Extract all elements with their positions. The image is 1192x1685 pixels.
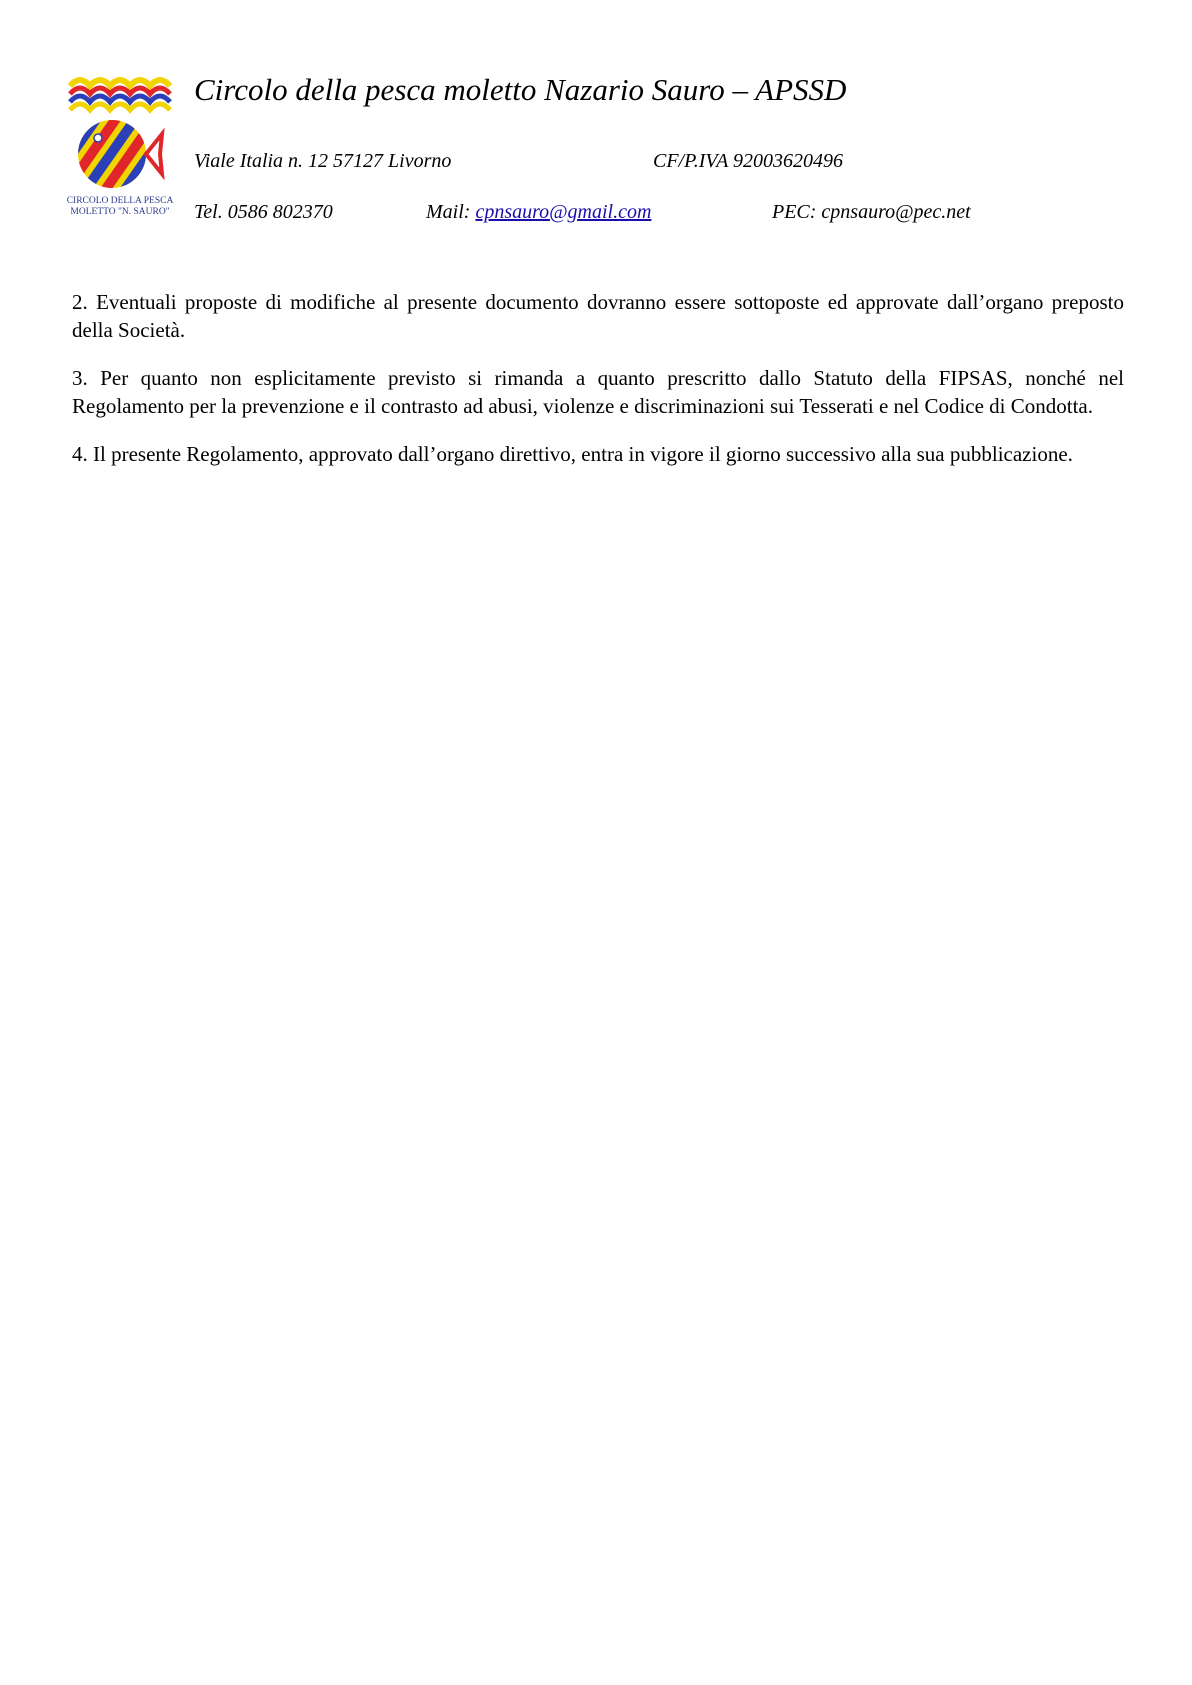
- paragraph-4: 4. Il presente Regolamento, approvato dall’organo direttivo, entra in vigore il giorno successivo alla sua pubblicazione.: [72, 442, 1073, 466]
- club-logo: [62, 72, 178, 232]
- tax-id: CF/P.IVA 92003620496: [653, 150, 843, 172]
- paragraph-2: 2. Eventuali proposte di modifiche al presente documento dovranno essere sottoposte ed approvate dall’organo preposto della Società.: [72, 290, 1124, 342]
- logo-caption-line1: CIRCOLO DELLA PESCA: [66, 196, 174, 206]
- document-body: [72, 288, 1124, 488]
- logo-caption-line2: MOLETTO "N. SAURO": [70, 207, 170, 217]
- fish-wave-logo-icon: [62, 72, 178, 194]
- paragraph-3: 3. Per quanto non esplicitamente previsto si rimanda a quanto prescritto dallo Statuto della FIPSAS, nonché nel Regolamento per la prevenzione e il contrasto ad abusi, violenze e discriminazioni sui Tesserati e nel Codice di Condotta.: [72, 366, 1124, 418]
- phone: Tel. 0586 802370: [194, 201, 333, 223]
- mail-label: Mail:: [426, 201, 471, 223]
- organization-title: Circolo della pesca moletto Nazario Sauro – APSSD: [194, 72, 847, 107]
- address: Viale Italia n. 12 57127 Livorno: [194, 150, 452, 172]
- email-link[interactable]: cpnsauro@gmail.com: [475, 201, 652, 223]
- logo-caption: [62, 196, 178, 218]
- mail-line: [426, 200, 651, 224]
- pec: PEC: cpnsauro@pec.net: [772, 201, 971, 223]
